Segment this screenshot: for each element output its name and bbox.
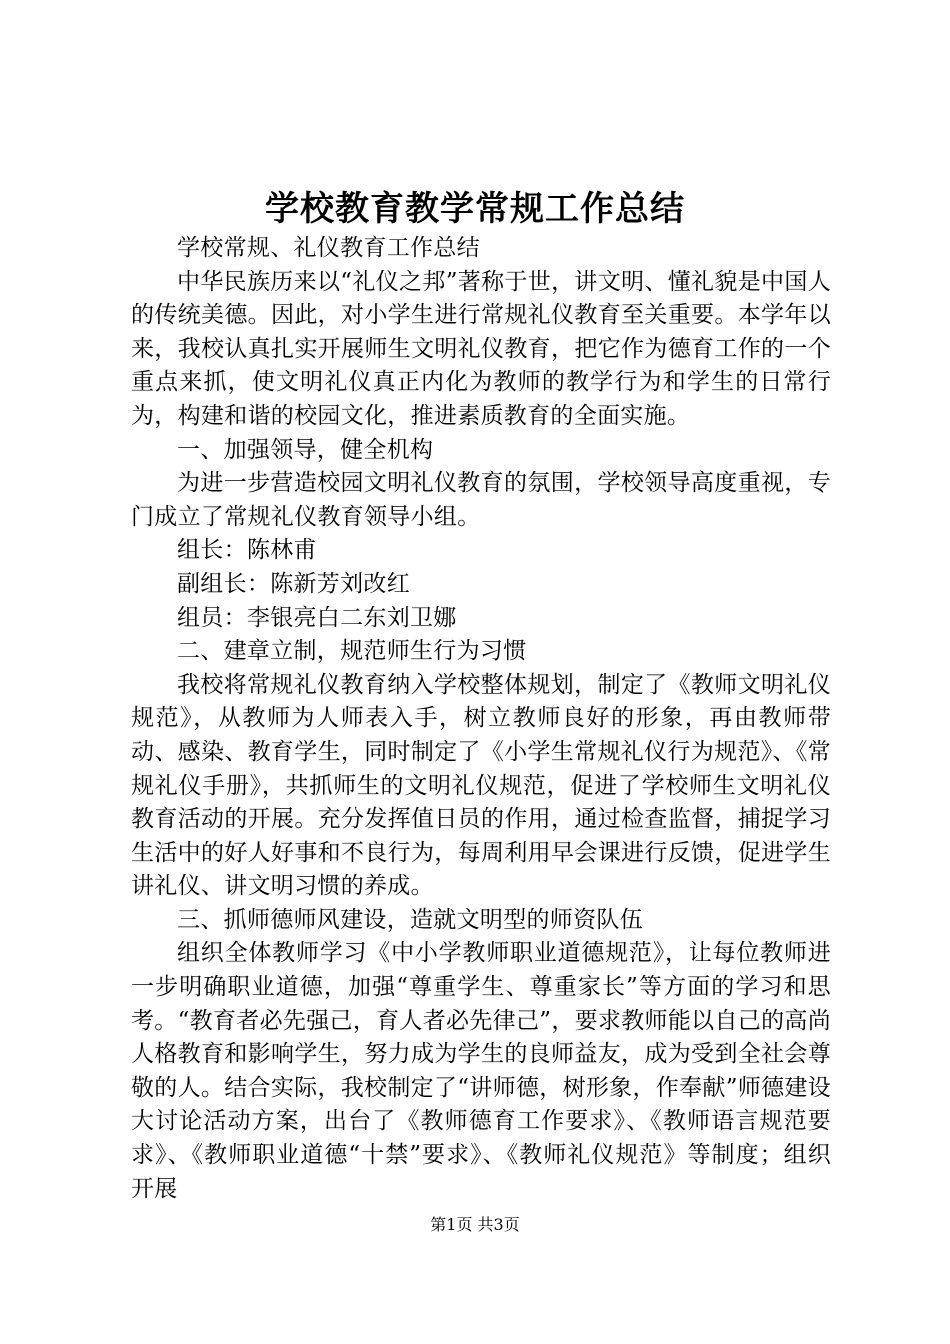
paragraph: 为进一步营造校园文明礼仪教育的氛围，学校领导高度重视，专门成立了常规礼仪教育领导小组。 [131,470,831,530]
paragraph: 组员：李银亮白二东刘卫娜 [177,604,457,631]
section-heading: 三、抓师德师风建设，造就文明型的师资队伍 [177,906,643,933]
section-heading: 二、建章立制，规范师生行为习惯 [177,638,527,665]
section-heading: 一、加强领导，健全机构 [177,436,434,463]
paragraph: 组织全体教师学习《中小学教师职业道德规范》，让每位教师进一步明确职业道德，加强“尊重学生、尊重家长”等方面的学习和思考。“教育者必先强己，育人者必先律己”，要求教师能以自己的高尚人格教育和影响学生，努力成为学生的良师益友，成为受到全社会尊敬的人。结合实际，我校制定了“讲师德，树形象，作奉献”师德建设大讨论活动方案，出台了《教师德育工作要求》、《教师语言规范要求》、《教师职业道德“十禁”要求》、《教师礼仪规范》等制度；组织开展 [131,940,831,1202]
paragraph: 我校将常规礼仪教育纳入学校整体规划，制定了《教师文明礼仪规范》，从教师为人师表入手，树立教师良好的形象，再由教师带动、感染、教育学生，同时制定了《小学生常规礼仪行为规范》、《常规礼仪手册》，共抓师生的文明礼仪规范，促进了学校师生文明礼仪教育活动的开展。充分发挥值日员的作用，通过检查监督，捕捉学习生活中的好人好事和不良行为，每周利用早会课进行反馈，促进学生讲礼仪、讲文明习惯的养成。 [131,671,831,900]
document-body [131,232,831,1206]
paragraph: 组长：陈林甫 [177,537,317,564]
paragraph: 副组长：陈新芳刘改红 [177,570,410,597]
document-title: 学校教育教学常规工作总结 [265,189,685,229]
paragraph: 学校常规、礼仪教育工作总结 [177,235,480,261]
page-footer: 第1页 共3页 [430,1215,520,1234]
paragraph: 中华民族历来以“礼仪之邦”著称于世，讲文明、懂礼貌是中国人的传统美德。因此，对小学生进行常规礼仪教育至关重要。本学年以来，我校认真扎实开展师生文明礼仪教育，把它作为德育工作的一个重点来抓，使文明礼仪真正内化为教师的教学行为和学生的日常行为，构建和谐的校园文化，推进素质教育的全面实施。 [131,268,831,429]
